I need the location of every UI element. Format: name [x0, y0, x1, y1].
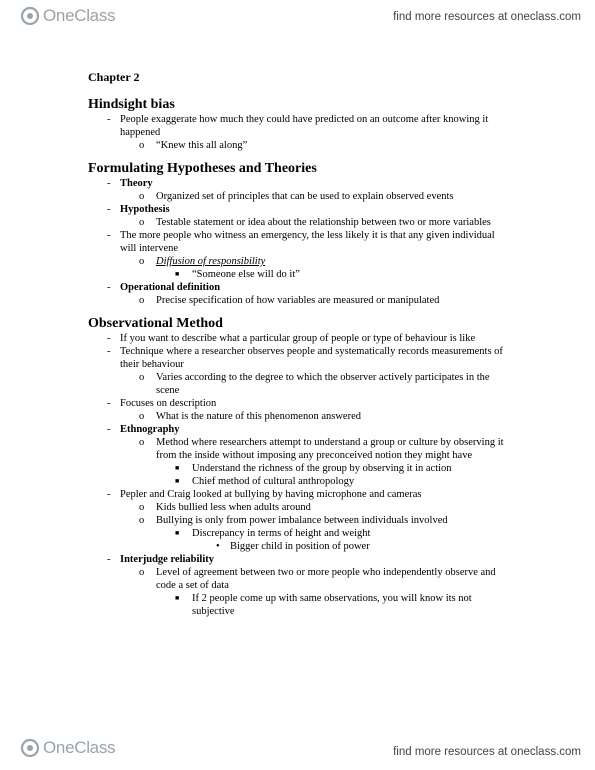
oneclass-logo[interactable] [20, 6, 115, 26]
list-item: - Operational definition o Precise specification of how variables are measured or manipulated [88, 281, 508, 307]
list-item: o “Knew this all along” [139, 140, 248, 151]
resources-link[interactable]: find more resources at oneclass.com [393, 11, 581, 23]
logo-text: OneClass [43, 6, 116, 25]
oneclass-logo-icon [20, 6, 40, 26]
list-item: - The more people who witness an emergency, the less likely it is that any given individual will intervene o Diffusion of responsibility ■ “Someone else will do it” [88, 229, 508, 281]
list-item: ■ If 2 people come up with same observations, you will know its not subjective [175, 593, 472, 617]
list-item: - Pepler and Craig looked at bullying by having microphone and cameras o Kids bullied less when adults around o Bullying is only from power imbalance between individuals involved ■ Discrepancy in terms of height and weight • Bigger child in position of power [88, 488, 508, 553]
page-header [0, 0, 595, 40]
section-title: Observational Method [88, 316, 223, 331]
list-item: - Ethnography o Method where researchers attempt to understand a group or culture by observing it from the inside without imposing any preconceived notion they might have ■ Understand the richness of the group by observing it in action ■ Chief method of cultural anthropology [88, 423, 508, 488]
list-item: o Method where researchers attempt to understand a group or culture by observing it from the inside without imposing any preconceived notion they might have ■ Understand the richness of the group by observing it in action ■ Chief method of cultural anthropology [120, 436, 508, 488]
list-item: - Focuses on description o What is the nature of this phenomenon answered [88, 397, 508, 423]
list-item: ■ Chief method of cultural anthropology [175, 476, 355, 487]
chapter-heading: Chapter 2 [88, 70, 140, 84]
list-item: ■ Understand the richness of the group by observing it in action [175, 463, 452, 474]
list-item: o Varies according to the degree to which the observer actively participates in the scene [139, 372, 490, 396]
section-observational-method [88, 316, 508, 618]
list-item: • Bigger child in position of power [216, 541, 370, 552]
oneclass-logo-icon [20, 738, 40, 758]
section-title: Formulating Hypotheses and Theories [88, 161, 317, 176]
list-item: ■ “Someone else will do it” [175, 269, 300, 280]
list-item: o Organized set of principles that can be used to explain observed events [139, 191, 454, 202]
list-item: o Bullying is only from power imbalance between individuals involved ■ Discrepancy in terms of height and weight • Bigger child in position of power [120, 514, 508, 553]
list-item: - People exaggerate how much they could have predicted on an outcome after knowing it happened o “Knew this all along” [88, 113, 508, 152]
document-body [88, 70, 508, 627]
oneclass-logo-footer[interactable] [20, 738, 115, 758]
resources-link-footer[interactable]: find more resources at oneclass.com [393, 746, 581, 758]
section-title: Hindsight bias [88, 97, 175, 112]
list-item: o Precise specification of how variables are measured or manipulated [139, 295, 440, 306]
list-item: o Level of agreement between two or more people who independently observe and code a set of data ■ If 2 people come up with same observations, you will know its not subjective [120, 566, 508, 618]
list-item: - Technique where a researcher observes people and systematically records measurements of their behaviour o Varies according to the degree to which the observer actively participates in the scene [88, 345, 508, 397]
list-item: o What is the nature of this phenomenon answered [139, 411, 361, 422]
list-item: - Theory o Organized set of principles that can be used to explain observed events [88, 177, 508, 203]
logo-text: OneClass [43, 738, 116, 757]
section-hypotheses-theories [88, 161, 508, 307]
section-hindsight-bias [88, 97, 508, 152]
list-item: ■ Discrepancy in terms of height and weight • Bigger child in position of power [156, 527, 508, 553]
list-item: - Hypothesis o Testable statement or idea about the relationship between two or more variables [88, 203, 508, 229]
list-item: o Diffusion of responsibility ■ “Someone else will do it” [120, 255, 508, 281]
list-item: o Testable statement or idea about the relationship between two or more variables [139, 217, 491, 228]
list-item: o Kids bullied less when adults around [139, 502, 311, 513]
list-item: - Interjudge reliability o Level of agreement between two or more people who independently observe and code a set of data ■ If 2 people come up with same observations, you will know its not subjective [88, 553, 508, 618]
list-item: - If you want to describe what a particular group of people or type of behaviour is like [107, 333, 476, 344]
